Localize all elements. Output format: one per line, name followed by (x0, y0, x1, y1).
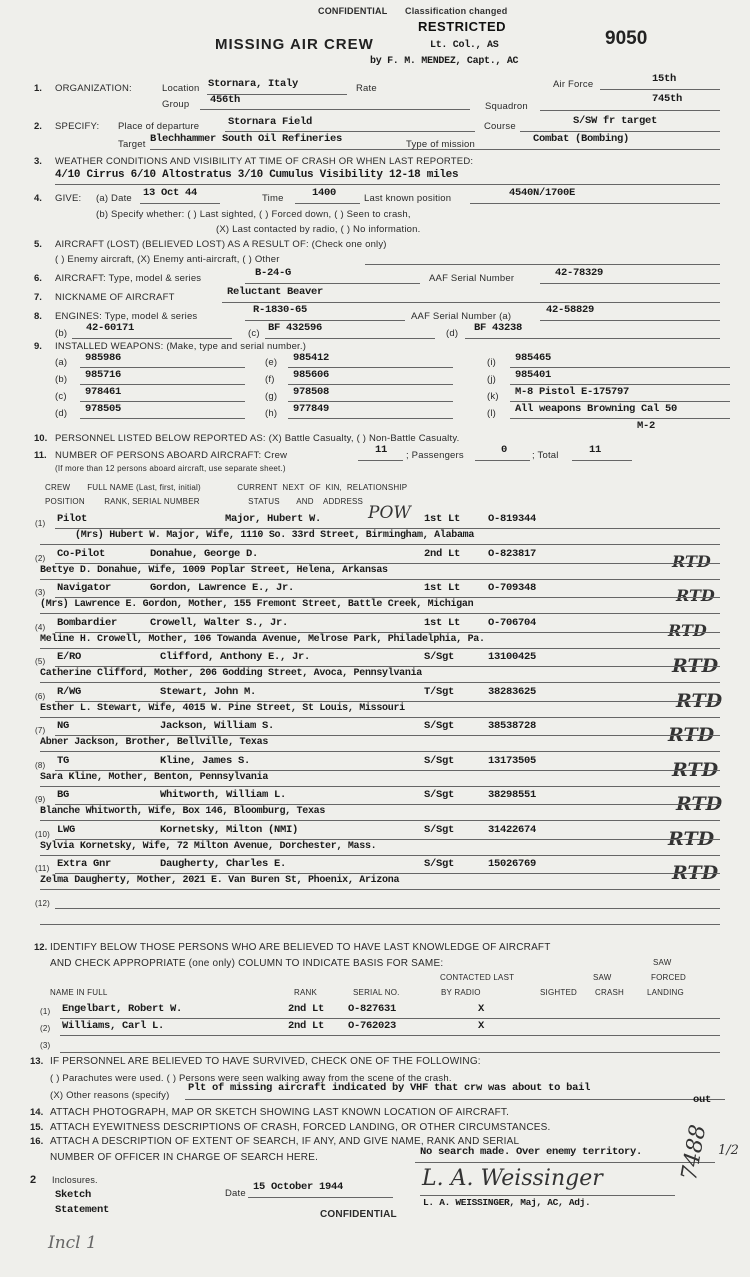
crew-position: E/RO (57, 651, 82, 663)
air-force-value: 15th (652, 73, 677, 85)
passenger-count: 0 (501, 444, 508, 456)
witness-serial: O-827631 (348, 1003, 397, 1015)
weapon-label: (f) (265, 374, 275, 385)
departure-label: Place of departure (118, 121, 200, 132)
crew-number: (4) (35, 623, 46, 632)
attach-eyewitness-text: ATTACH EYEWITNESS DESCRIPTIONS OF CRASH, FORCED LANDING, OR OTHER CIRCUMSTANCES. (50, 1122, 551, 1133)
weapon-label: (e) (265, 357, 278, 368)
crew-rank: S/Sgt (424, 824, 455, 836)
crew-next-of-kin: (Mrs) Lawrence E. Gordon, Mother, 155 Fremont Street, Battle Creek, Michigan (40, 599, 474, 610)
crew-position: BG (57, 789, 70, 801)
weapon-serial: M-8 Pistol E-175797 (515, 386, 630, 398)
weapon-serial: 985401 (515, 369, 552, 381)
crew-name: Gordon, Lawrence E., Jr. (150, 582, 295, 594)
total-label: ; Total (532, 450, 559, 461)
crew-rtd-mark: RTD (676, 690, 723, 712)
witness-number: (1) (40, 1007, 51, 1016)
specify-whether-line-2: (X) Last contacted by radio, ( ) No information. (216, 224, 421, 235)
header-contacted-last: CONTACTED LAST (440, 973, 515, 982)
date-label: (a) Date (96, 193, 132, 204)
crew-rtd-mark: RTD (672, 759, 719, 781)
confidential-footer: CONFIDENTIAL (320, 1209, 397, 1220)
engine-b-value: 42-60171 (86, 322, 135, 334)
crew-name: Kornetsky, Milton (NMI) (160, 824, 299, 836)
course-value: S/SW fr target (573, 115, 658, 127)
search-description-line-1: ATTACH A DESCRIPTION OF EXTENT OF SEARCH, IF ANY, AND GIVE NAME, RANK AND SERIAL (50, 1136, 520, 1147)
section-1-number: 1. (34, 83, 42, 94)
weapon-label: (d) (55, 408, 68, 419)
squadron-label: Squadron (485, 101, 528, 112)
position-label: Last known position (364, 193, 452, 204)
identify-line-2: AND CHECK APPROPRIATE (one only) COLUMN TO INDICATE BASIS FOR SAME: (50, 958, 444, 969)
crew-next-of-kin: Meline H. Crowell, Mother, 106 Towanda Avenue, Melrose Park, Philadelphia, Pa. (40, 634, 485, 645)
crew-rank: 2nd Lt (424, 548, 461, 560)
section-15-number: 15. (30, 1122, 44, 1133)
header-forced: FORCED (651, 973, 686, 982)
crew-rank: S/Sgt (424, 755, 455, 767)
specify-whether-line: (b) Specify whether: ( ) Last sighted, ( ) Forced down, ( ) Seen to crash, (96, 209, 411, 220)
header-landing: LANDING (647, 988, 684, 997)
weapon-label: (j) (487, 374, 497, 385)
signature: L. A. Weissinger (422, 1166, 603, 1191)
crew-next-of-kin: Sylvia Kornetsky, Wife, 72 Milton Avenue, Dorchester, Mass. (40, 841, 377, 852)
survived-line-2: ( ) Parachutes were used. ( ) Persons were seen walking away from the scene of the crash. (50, 1073, 452, 1084)
search-value: No search made. Over enemy territory. (420, 1146, 643, 1158)
survived-line-1: IF PERSONNEL ARE BELIEVED TO HAVE SURVIVED, CHECK ONE OF THE FOLLOWING: (50, 1056, 481, 1067)
header-saw-top: SAW (653, 958, 672, 967)
crew-name: Stewart, John M. (160, 686, 257, 698)
aircraft-serial-value: 42-78329 (555, 267, 604, 279)
crew-next-of-kin: (Mrs) Hubert W. Major, Wife, 1110 So. 33rd Street, Birmingham, Alabama (75, 530, 475, 541)
section-9-number: 9. (34, 341, 42, 352)
crew-serial: 38283625 (488, 686, 537, 698)
classification-changed-stamp: Classification changed (405, 6, 508, 16)
witness-number: (2) (40, 1024, 51, 1033)
nickname-value: Reluctant Beaver (227, 286, 324, 298)
crew-number: (12) (35, 899, 51, 908)
crew-name: Whitworth, William L. (160, 789, 287, 801)
weapon-serial: 977849 (293, 403, 330, 415)
section-8-number: 8. (34, 311, 42, 322)
inclosure-sketch: Sketch (55, 1189, 92, 1201)
weapon-label: (h) (265, 408, 278, 419)
crew-rtd-mark: RTD (668, 621, 707, 640)
engine-serial-label: AAF Serial Number (a) (411, 311, 512, 322)
weapon-serial: 978505 (85, 403, 122, 415)
nickname-label: NICKNAME OF AIRCRAFT (55, 292, 175, 303)
crew-number: (2) (35, 554, 46, 563)
aircraft-type-label: AIRCRAFT: Type, model & series (55, 273, 202, 284)
crew-rank: T/Sgt (424, 686, 455, 698)
aircraft-model-value: B-24-G (255, 267, 292, 279)
crew-position: Bombardier (57, 617, 118, 629)
give-label: GIVE: (55, 193, 82, 204)
crew-rank: S/Sgt (424, 858, 455, 870)
section-2-number: 2. (34, 121, 42, 132)
engines-model-value: R-1830-65 (253, 304, 308, 316)
section-7-number: 7. (34, 292, 42, 303)
weapon-label: (a) (55, 357, 68, 368)
page-title: MISSING AIR CREW (215, 36, 374, 53)
engine-a-value: 42-58829 (546, 304, 595, 316)
crew-count: 11 (375, 444, 388, 456)
report-number: 9050 (605, 28, 648, 49)
weapon-label: (b) (55, 374, 68, 385)
crew-name: Donahue, George D. (150, 548, 259, 560)
witness-number: (3) (40, 1041, 51, 1050)
section-10-number: 10. (34, 433, 48, 444)
time-value: 1400 (312, 187, 337, 199)
section-3-number: 3. (34, 156, 42, 167)
crew-name: Crowell, Walter S., Jr. (150, 617, 289, 629)
header-saw: SAW (593, 973, 612, 982)
crew-next-of-kin: Bettye D. Donahue, Wife, 1009 Poplar Street, Helena, Arkansas (40, 565, 388, 576)
crew-serial: 13173505 (488, 755, 537, 767)
footer-date-label: Date (225, 1188, 246, 1199)
section-13-number: 13. (30, 1056, 44, 1067)
section-11-number: 11. (34, 450, 47, 461)
footer-date-value: 15 October 1944 (253, 1181, 344, 1193)
weapons-m2-note: M-2 (637, 420, 656, 432)
crew-name: Kline, James S. (160, 755, 251, 767)
crew-next-of-kin: Blanche Whitworth, Wife, Box 146, Bloomburg, Texas (40, 806, 326, 817)
crew-position: R/WG (57, 686, 82, 698)
crew-position: NG (57, 720, 70, 732)
weapon-label: (g) (265, 391, 278, 402)
crew-serial: O-706704 (488, 617, 537, 629)
weapon-serial: 978461 (85, 386, 122, 398)
crew-position: Navigator (57, 582, 112, 594)
crew-rtd-mark: RTD (668, 724, 715, 746)
location-value: Stornara, Italy (208, 78, 299, 90)
inclosures-label: Inclosures. (52, 1175, 98, 1185)
confidential-top: CONFIDENTIAL (318, 6, 388, 16)
target-value: Blechhammer South Oil Refineries (150, 133, 343, 145)
crew-number: (9) (35, 795, 46, 804)
position-value: 4540N/1700E (509, 187, 576, 199)
crew-rtd-mark: RTD (672, 655, 719, 677)
crew-rtd-mark: RTD (672, 552, 711, 571)
crew-position: Extra Gnr (57, 858, 112, 870)
witness-rank: 2nd Lt (288, 1003, 325, 1015)
crew-next-of-kin: Abner Jackson, Brother, Bellville, Texas (40, 737, 269, 748)
crew-rank: 1st Lt (424, 617, 461, 629)
section-12-number: 12. (34, 942, 48, 953)
crew-rank: 1st Lt (424, 513, 461, 525)
engine-b-label: (b) (55, 328, 68, 339)
section-14-number: 14. (30, 1107, 44, 1118)
crew-position: Pilot (57, 513, 88, 525)
engine-c-value: BF 432596 (268, 322, 323, 334)
course-label: Course (484, 121, 516, 132)
identify-line-1: IDENTIFY BELOW THOSE PERSONS WHO ARE BELIEVED TO HAVE LAST KNOWLEDGE OF AIRCRAFT (50, 942, 551, 953)
weapon-label: (k) (487, 391, 499, 402)
rate-label: Rate (356, 83, 377, 94)
attach-photo-text: ATTACH PHOTOGRAPH, MAP OR SKETCH SHOWING LAST KNOWN LOCATION OF AIRCRAFT. (50, 1107, 510, 1118)
mission-label: Type of mission (406, 139, 475, 150)
passengers-label: ; Passengers (406, 450, 464, 461)
header-serial: SERIAL NO. (353, 988, 400, 997)
authority-line-2: by F. M. MENDEZ, Capt., AC (370, 56, 519, 67)
engine-d-label: (d) (446, 328, 459, 339)
crew-next-of-kin: Sara Kline, Mother, Benton, Pennsylvania (40, 772, 269, 783)
date-value: 13 Oct 44 (143, 187, 198, 199)
weapon-serial: 985606 (293, 369, 330, 381)
crew-position: TG (57, 755, 70, 767)
handwritten-number: 7488 (677, 1122, 712, 1183)
signer-name: L. A. WEISSINGER, Maj, AC, Adj. (423, 1197, 591, 1208)
margin-note: Incl 1 (48, 1233, 97, 1253)
restricted-stamp: RESTRICTED (418, 19, 507, 34)
total-count: 11 (589, 444, 602, 456)
weapon-label: (l) (487, 408, 497, 419)
crew-name: Jackson, William S. (160, 720, 275, 732)
crew-serial: O-823817 (488, 548, 537, 560)
crew-number: (10) (35, 830, 51, 839)
search-description-line-2: NUMBER OF OFFICER IN CHARGE OF SEARCH HERE. (50, 1152, 319, 1163)
authority-line-1: Lt. Col., AS (430, 40, 499, 51)
crew-position: LWG (57, 824, 76, 836)
target-label: Target (118, 139, 146, 150)
crew-header-line-1: CREW FULL NAME (Last, first, initial) CURRENT NEXT OF KIN, RELATIONSHIP (45, 483, 408, 492)
crew-number: (3) (35, 588, 46, 597)
squadron-value: 745th (652, 93, 683, 105)
witness-name: Williams, Carl L. (62, 1020, 165, 1032)
crew-header-line-2: POSITION RANK, SERIAL NUMBER STATUS AND ADDRESS (45, 497, 364, 506)
crew-serial: 15026769 (488, 858, 537, 870)
separate-sheet-note: (If more than 12 persons aboard aircraft, use separate sheet.) (55, 464, 286, 473)
weapon-serial: 985412 (293, 352, 330, 364)
witness-radio-mark: X (478, 1003, 485, 1015)
air-force-label: Air Force (553, 79, 594, 90)
crew-next-of-kin: Catherine Clifford, Mother, 206 Godding Street, Avoca, Pennsylvania (40, 668, 422, 679)
crew-serial: 31422674 (488, 824, 537, 836)
witness-radio-mark: X (478, 1020, 485, 1032)
engines-label: ENGINES: Type, model & series (55, 311, 198, 322)
engine-c-label: (c) (248, 328, 260, 339)
weapon-label: (c) (55, 391, 67, 402)
group-label: Group (162, 99, 190, 110)
survived-line-3: (X) Other reasons (specify) (50, 1090, 170, 1101)
crew-serial: 38538728 (488, 720, 537, 732)
header-sighted: SIGHTED (540, 988, 577, 997)
mission-value: Combat (Bombing) (533, 133, 630, 145)
survived-reason: Plt of missing aircraft indicated by VHF that crw was about to bail (188, 1082, 591, 1094)
inclosure-count: 2 (30, 1174, 37, 1186)
crew-number: (1) (35, 519, 46, 528)
weather-label: WEATHER CONDITIONS AND VISIBILITY AT TIME OF CRASH OR WHEN LAST REPORTED: (55, 156, 474, 167)
weapons-label: INSTALLED WEAPONS: (Make, type and serial number.) (55, 341, 307, 352)
aircraft-lost-options: ( ) Enemy aircraft, (X) Enemy anti-aircraft, ( ) Other (55, 254, 280, 265)
weapon-serial: 978508 (293, 386, 330, 398)
crew-serial: 13100425 (488, 651, 537, 663)
weather-value: 4/10 Cirrus 6/10 Altostratus 3/10 Cumulus Visibility 12-18 miles (55, 169, 459, 181)
crew-number: (7) (35, 726, 46, 735)
header-name-in-full: NAME IN FULL (50, 988, 108, 997)
crew-serial: O-819344 (488, 513, 537, 525)
inclosure-statement: Statement (55, 1204, 110, 1216)
section-4-number: 4. (34, 193, 42, 204)
weapon-serial: All weapons Browning Cal 50 (515, 403, 678, 415)
crew-name: Major, Hubert W. (225, 513, 322, 525)
crew-name: Daugherty, Charles E. (160, 858, 287, 870)
crew-status-note: POW (368, 503, 411, 523)
header-crash: CRASH (595, 988, 625, 997)
crew-rank: S/Sgt (424, 651, 455, 663)
crew-serial: 38298551 (488, 789, 537, 801)
handwritten-half: 1/2 (718, 1143, 739, 1158)
weapon-serial: 985986 (85, 352, 122, 364)
header-rank: RANK (294, 988, 318, 997)
persons-aboard-label: NUMBER OF PERSONS ABOARD AIRCRAFT: Crew (55, 450, 288, 461)
organization-label: ORGANIZATION: (55, 83, 132, 94)
engine-d-value: BF 43238 (474, 322, 523, 334)
group-value: 456th (210, 94, 241, 106)
crew-serial: O-709348 (488, 582, 537, 594)
crew-rank: 1st Lt (424, 582, 461, 594)
crew-rtd-mark: RTD (672, 862, 719, 884)
crew-rank: S/Sgt (424, 789, 455, 801)
specify-label: SPECIFY: (55, 121, 100, 132)
crew-position: Co-Pilot (57, 548, 106, 560)
crew-number: (6) (35, 692, 46, 701)
crew-rtd-mark: RTD (676, 793, 723, 815)
crew-next-of-kin: Zelma Daugherty, Mother, 2021 E. Van Buren St, Phoenix, Arizona (40, 875, 400, 886)
crew-rtd-mark: RTD (676, 586, 715, 605)
section-6-number: 6. (34, 273, 42, 284)
crew-name: Clifford, Anthony E., Jr. (160, 651, 311, 663)
crew-next-of-kin: Esther L. Stewart, Wife, 4015 W. Pine Street, St Louis, Missouri (40, 703, 405, 714)
witness-rank: 2nd Lt (288, 1020, 325, 1032)
section-5-number: 5. (34, 239, 42, 250)
crew-rtd-mark: RTD (668, 828, 715, 850)
personnel-reported-label: PERSONNEL LISTED BELOW REPORTED AS: (X) Battle Casualty, ( ) Non-Battle Casualty. (55, 433, 460, 444)
weapon-serial: 985465 (515, 352, 552, 364)
crew-number: (5) (35, 657, 46, 666)
departure-value: Stornara Field (228, 116, 313, 128)
aircraft-lost-label: AIRCRAFT (LOST) (BELIEVED LOST) AS A RESULT OF: (Check one only) (55, 239, 387, 250)
survived-reason-end: out (693, 1094, 712, 1106)
section-16-number: 16. (30, 1136, 44, 1147)
crew-number: (11) (35, 864, 50, 873)
weapon-serial: 985716 (85, 369, 122, 381)
weapon-label: (i) (487, 357, 497, 368)
location-label: Location (162, 83, 200, 94)
aircraft-serial-label: AAF Serial Number (429, 273, 515, 284)
crew-rank: S/Sgt (424, 720, 455, 732)
witness-name: Engelbart, Robert W. (62, 1003, 183, 1015)
crew-number: (8) (35, 761, 46, 770)
witness-serial: O-762023 (348, 1020, 397, 1032)
header-by-radio: BY RADIO (441, 988, 481, 997)
time-label: Time (262, 193, 284, 204)
